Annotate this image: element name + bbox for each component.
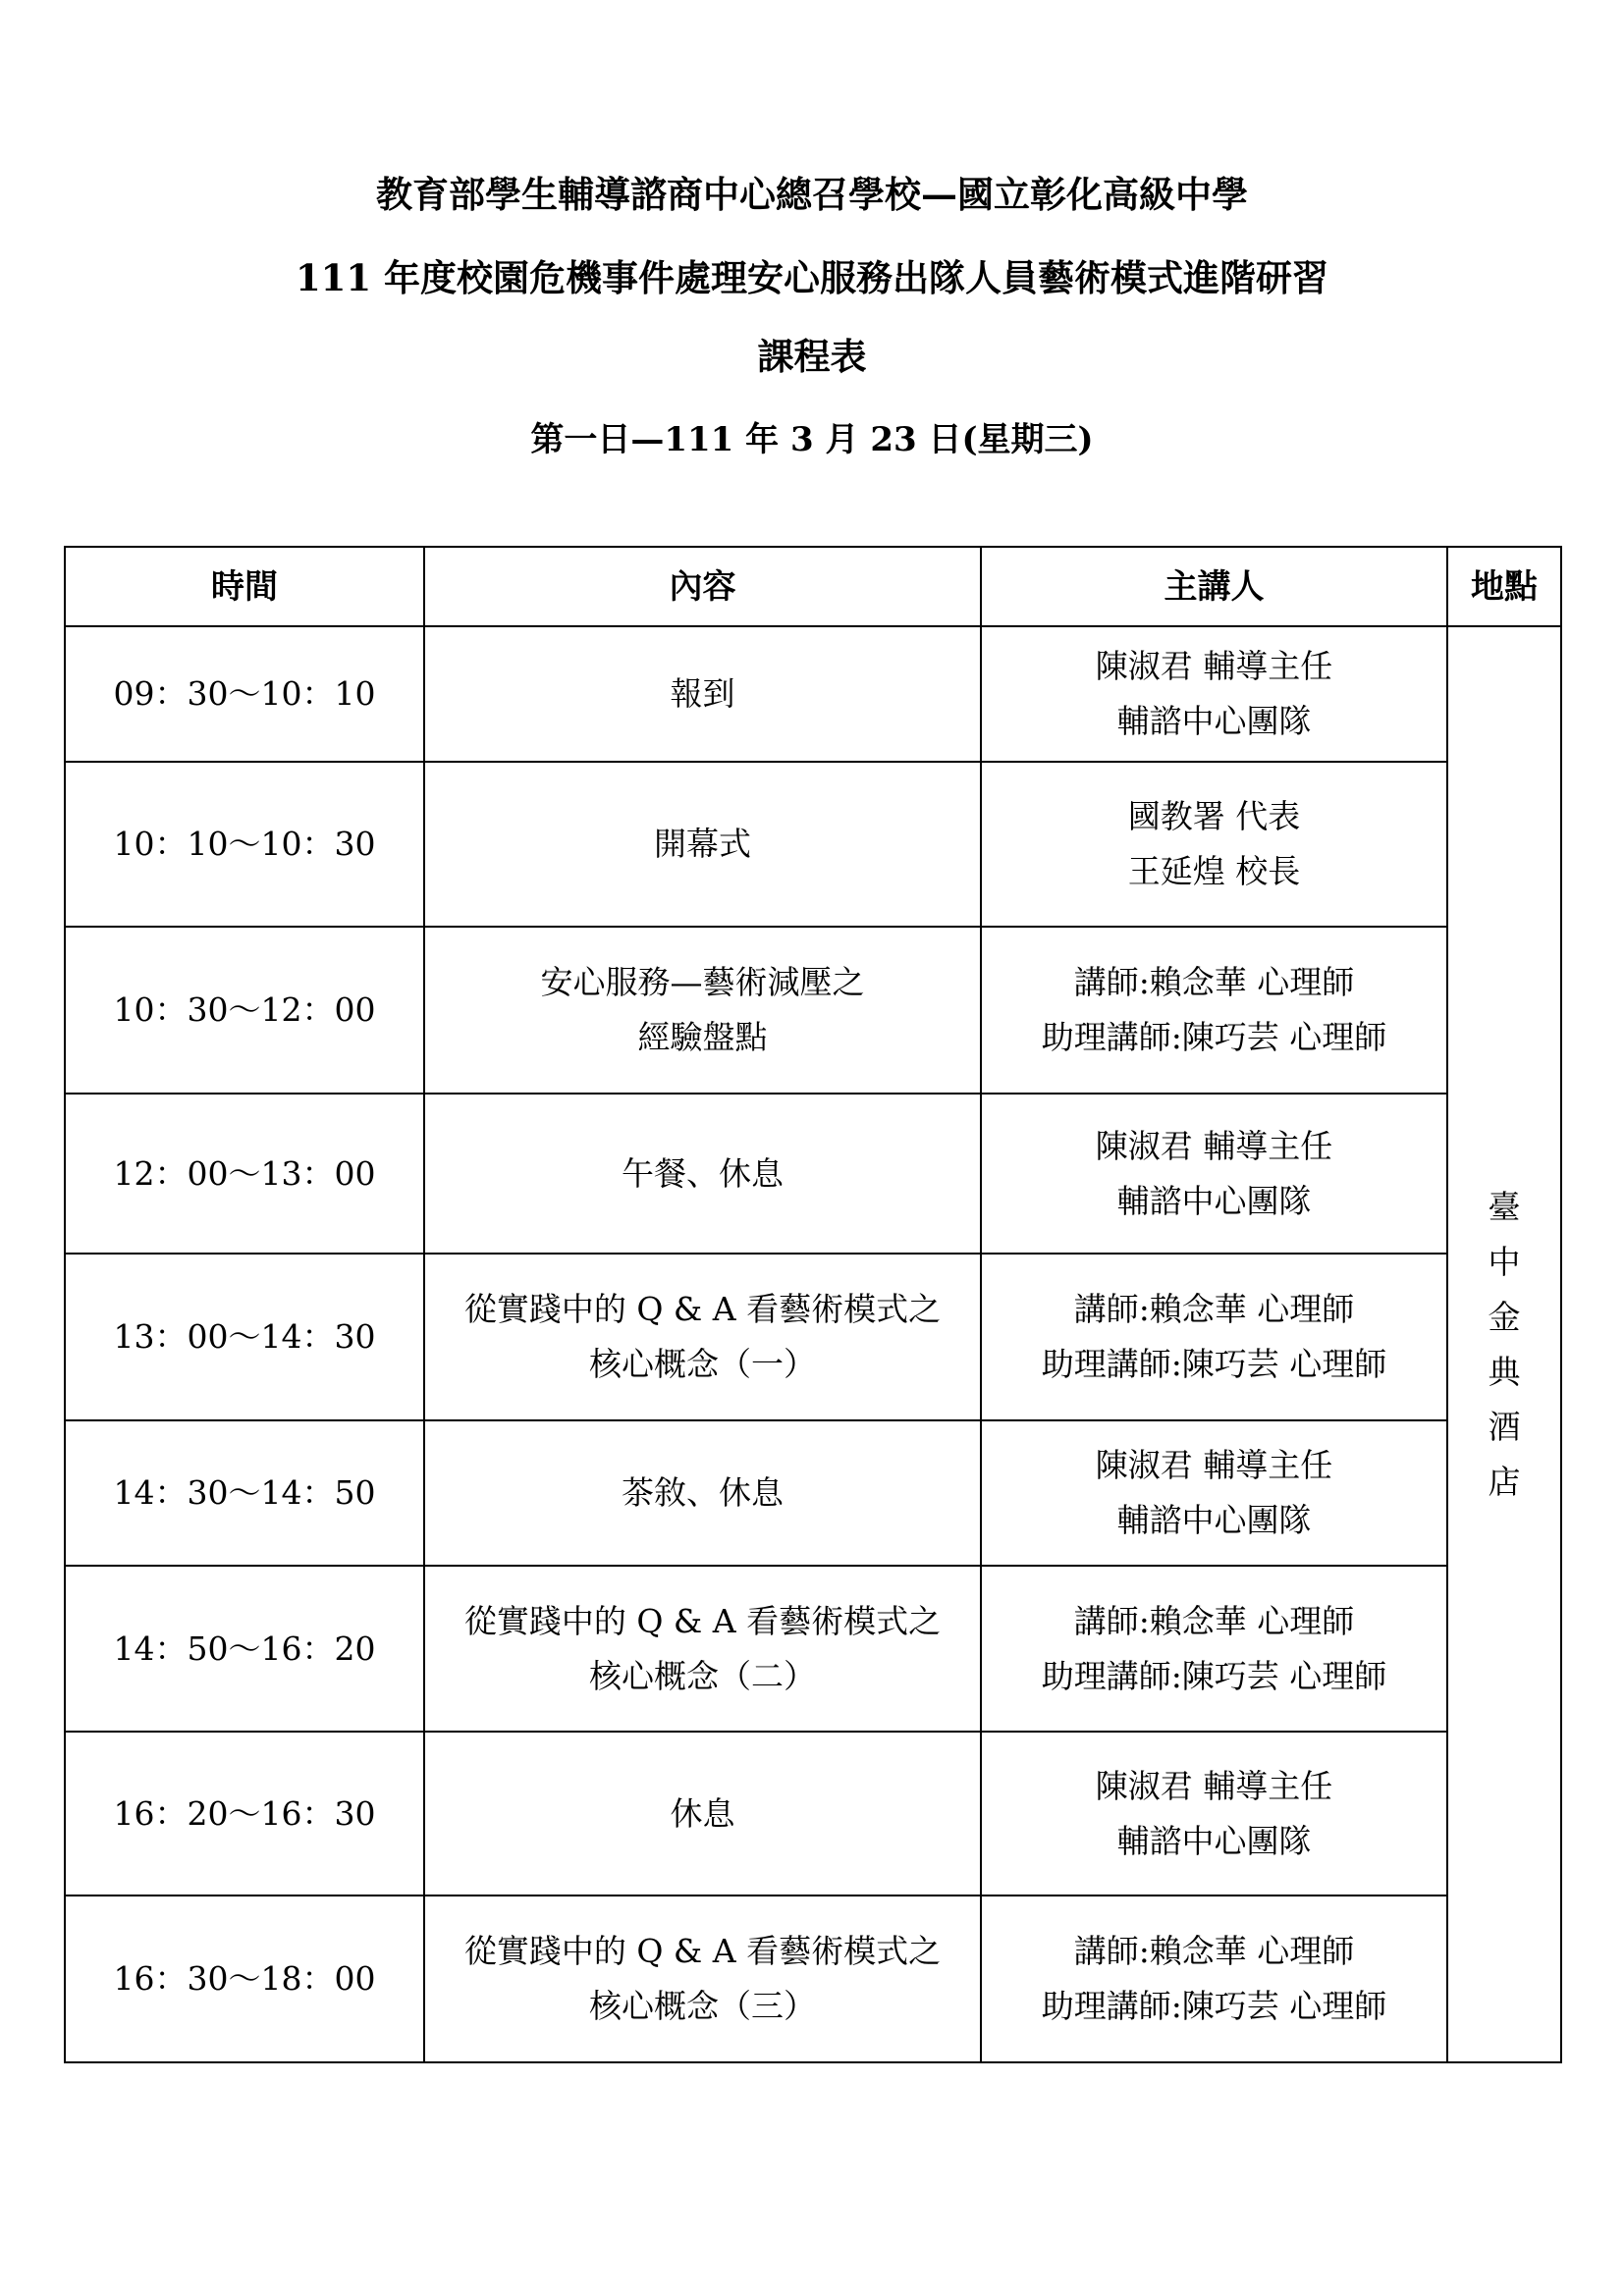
speaker-line: 講師:賴念華 心理師 [1073,1601,1355,1640]
content-line: 核心概念（一） [589,1345,816,1383]
speaker-cell [981,1420,1447,1566]
speaker-line: 陳淑君 輔導主任 [1095,647,1333,685]
content-line: 從實踐中的 Q & A 看藝術模式之 [463,1290,942,1328]
content-line: 核心概念（二） [589,1656,816,1695]
location-char: 典 [1488,1352,1521,1391]
location-cell [1447,626,1561,2062]
table-row [65,1566,1561,1732]
speaker-line: 陳淑君 輔導主任 [1095,1446,1333,1484]
table-row [65,1732,1561,1896]
column-header-speaker: 主講人 [981,547,1447,626]
speaker-line: 講師:賴念華 心理師 [1073,963,1355,1001]
content-line: 開幕式 [654,825,751,863]
speaker-cell [981,1732,1447,1896]
content-cell [424,1254,981,1420]
speaker-line: 輔諮中心團隊 [1116,702,1312,740]
speaker-line: 助理講師:陳巧芸 心理師 [1041,1656,1387,1695]
speaker-cell [981,1254,1447,1420]
content-line: 核心概念（三） [589,1987,816,2025]
time-cell: 12：00～13：00 [65,1094,424,1254]
doc-title-line-3: 課程表 [757,335,867,378]
speaker-line: 輔諮中心團隊 [1116,1821,1312,1860]
content-cell [424,927,981,1094]
doc-title-line-1: 教育部學生輔導諮商中心總召學校—國立彰化高級中學 [376,173,1248,216]
table-row [65,1254,1561,1420]
speaker-line: 輔諮中心團隊 [1116,1181,1312,1220]
table-row [65,762,1561,927]
content-cell [424,762,981,927]
content-cell [424,1732,981,1896]
column-header-location: 地點 [1447,547,1561,626]
content-cell [424,626,981,762]
content-line: 從實踐中的 Q & A 看藝術模式之 [463,1601,942,1640]
speaker-line: 助理講師:陳巧芸 心理師 [1041,1987,1387,2025]
speaker-line: 助理講師:陳巧芸 心理師 [1041,1018,1387,1056]
speaker-line: 國教署 代表 [1127,797,1301,835]
speaker-cell [981,927,1447,1094]
content-line: 經驗盤點 [637,1018,768,1056]
time-cell: 09：30～10：10 [65,626,424,762]
time-cell: 14：50～16：20 [65,1566,424,1732]
speaker-cell [981,762,1447,927]
table-row [65,1420,1561,1566]
location-char: 酒 [1488,1407,1521,1446]
speaker-line: 王延煌 校長 [1127,852,1301,890]
time-cell: 16：20～16：30 [65,1732,424,1896]
location-char: 金 [1488,1297,1521,1336]
content-cell [424,1094,981,1254]
location-char: 中 [1488,1242,1521,1281]
table-row [65,626,1561,762]
speaker-cell [981,1566,1447,1732]
content-cell [424,1566,981,1732]
speaker-line: 輔諮中心團隊 [1116,1501,1312,1539]
content-line: 茶敘、休息 [622,1473,784,1512]
content-line: 安心服務—藝術減壓之 [540,963,865,1001]
doc-title-line-2: 111 年度校園危機事件處理安心服務出隊人員藝術模式進階研習 [295,256,1329,299]
content-cell [424,1896,981,2062]
schedule-table [64,546,1562,2063]
table-row [65,927,1561,1094]
time-cell: 10：30～12：00 [65,927,424,1094]
speaker-line: 陳淑君 輔導主任 [1095,1766,1333,1805]
table-row [65,1094,1561,1254]
speaker-cell [981,1094,1447,1254]
speaker-line: 陳淑君 輔導主任 [1095,1126,1333,1165]
content-cell [424,1420,981,1566]
time-cell: 10：10～10：30 [65,762,424,927]
content-line: 從實踐中的 Q & A 看藝術模式之 [463,1932,942,1970]
speaker-cell [981,626,1447,762]
location-char: 臺 [1488,1187,1521,1226]
day-date-heading: 第一日—111 年 3 月 23 日(星期三) [530,420,1094,459]
table-header-row [65,547,1561,626]
column-header-content: 內容 [424,547,981,626]
content-line: 午餐、休息 [622,1153,784,1193]
speaker-line: 講師:賴念華 心理師 [1073,1932,1355,1970]
speaker-line: 講師:賴念華 心理師 [1073,1290,1355,1328]
content-line: 報到 [670,674,735,713]
content-line: 休息 [670,1793,735,1833]
speaker-cell [981,1896,1447,2062]
time-cell: 16：30～18：00 [65,1896,424,2062]
time-cell: 13：00～14：30 [65,1254,424,1420]
table-row [65,1896,1561,2062]
time-cell: 14：30～14：50 [65,1420,424,1566]
speaker-line: 助理講師:陳巧芸 心理師 [1041,1345,1387,1383]
location-char: 店 [1488,1462,1521,1501]
column-header-time: 時間 [65,547,424,626]
